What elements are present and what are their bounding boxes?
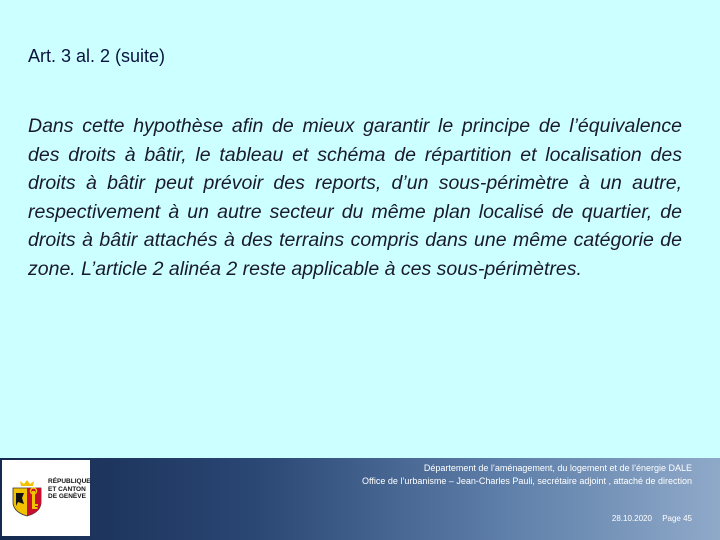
footer-page-number: Page 45 [662, 514, 692, 523]
logo-line: DE GENÈVE [48, 493, 86, 501]
logo-wordmark [48, 478, 91, 501]
geneva-logo [2, 460, 90, 536]
logo-line: ET CANTON [48, 485, 86, 493]
slide-body-text: Dans cette hypothèse afin de mieux garantir le principe de l’équivalence des droits à bâtir, le tableau et schéma de répartition et localisation des droits à bâtir peut prévoir des reports, d’un sous-périmètre à un autre, respectivement à un autre secteur du même plan localisé de quartier, de droits à bâtir attachés à des terrains compris dans une même catégorie de zone. L’article 2 alinéa 2 reste applicable à ces sous-périmètres. [28, 115, 682, 280]
footer-credits [232, 462, 692, 488]
footer-office: Office de l’urbanisme – Jean-Charles Pauli, secrétaire adjoint , attaché de direction [361, 476, 692, 486]
footer-date: 28.10.2020 [611, 514, 652, 523]
slide-title: Art. 3 al. 2 (suite) [28, 46, 166, 66]
footer-meta [604, 514, 692, 523]
footer-department: Département de l’aménagement, du logement et de l’énergie DALE [423, 463, 692, 473]
footer-bar [0, 458, 720, 540]
logo-line: RÉPUBLIQUE [48, 478, 91, 485]
coat-of-arms-icon [10, 478, 44, 518]
